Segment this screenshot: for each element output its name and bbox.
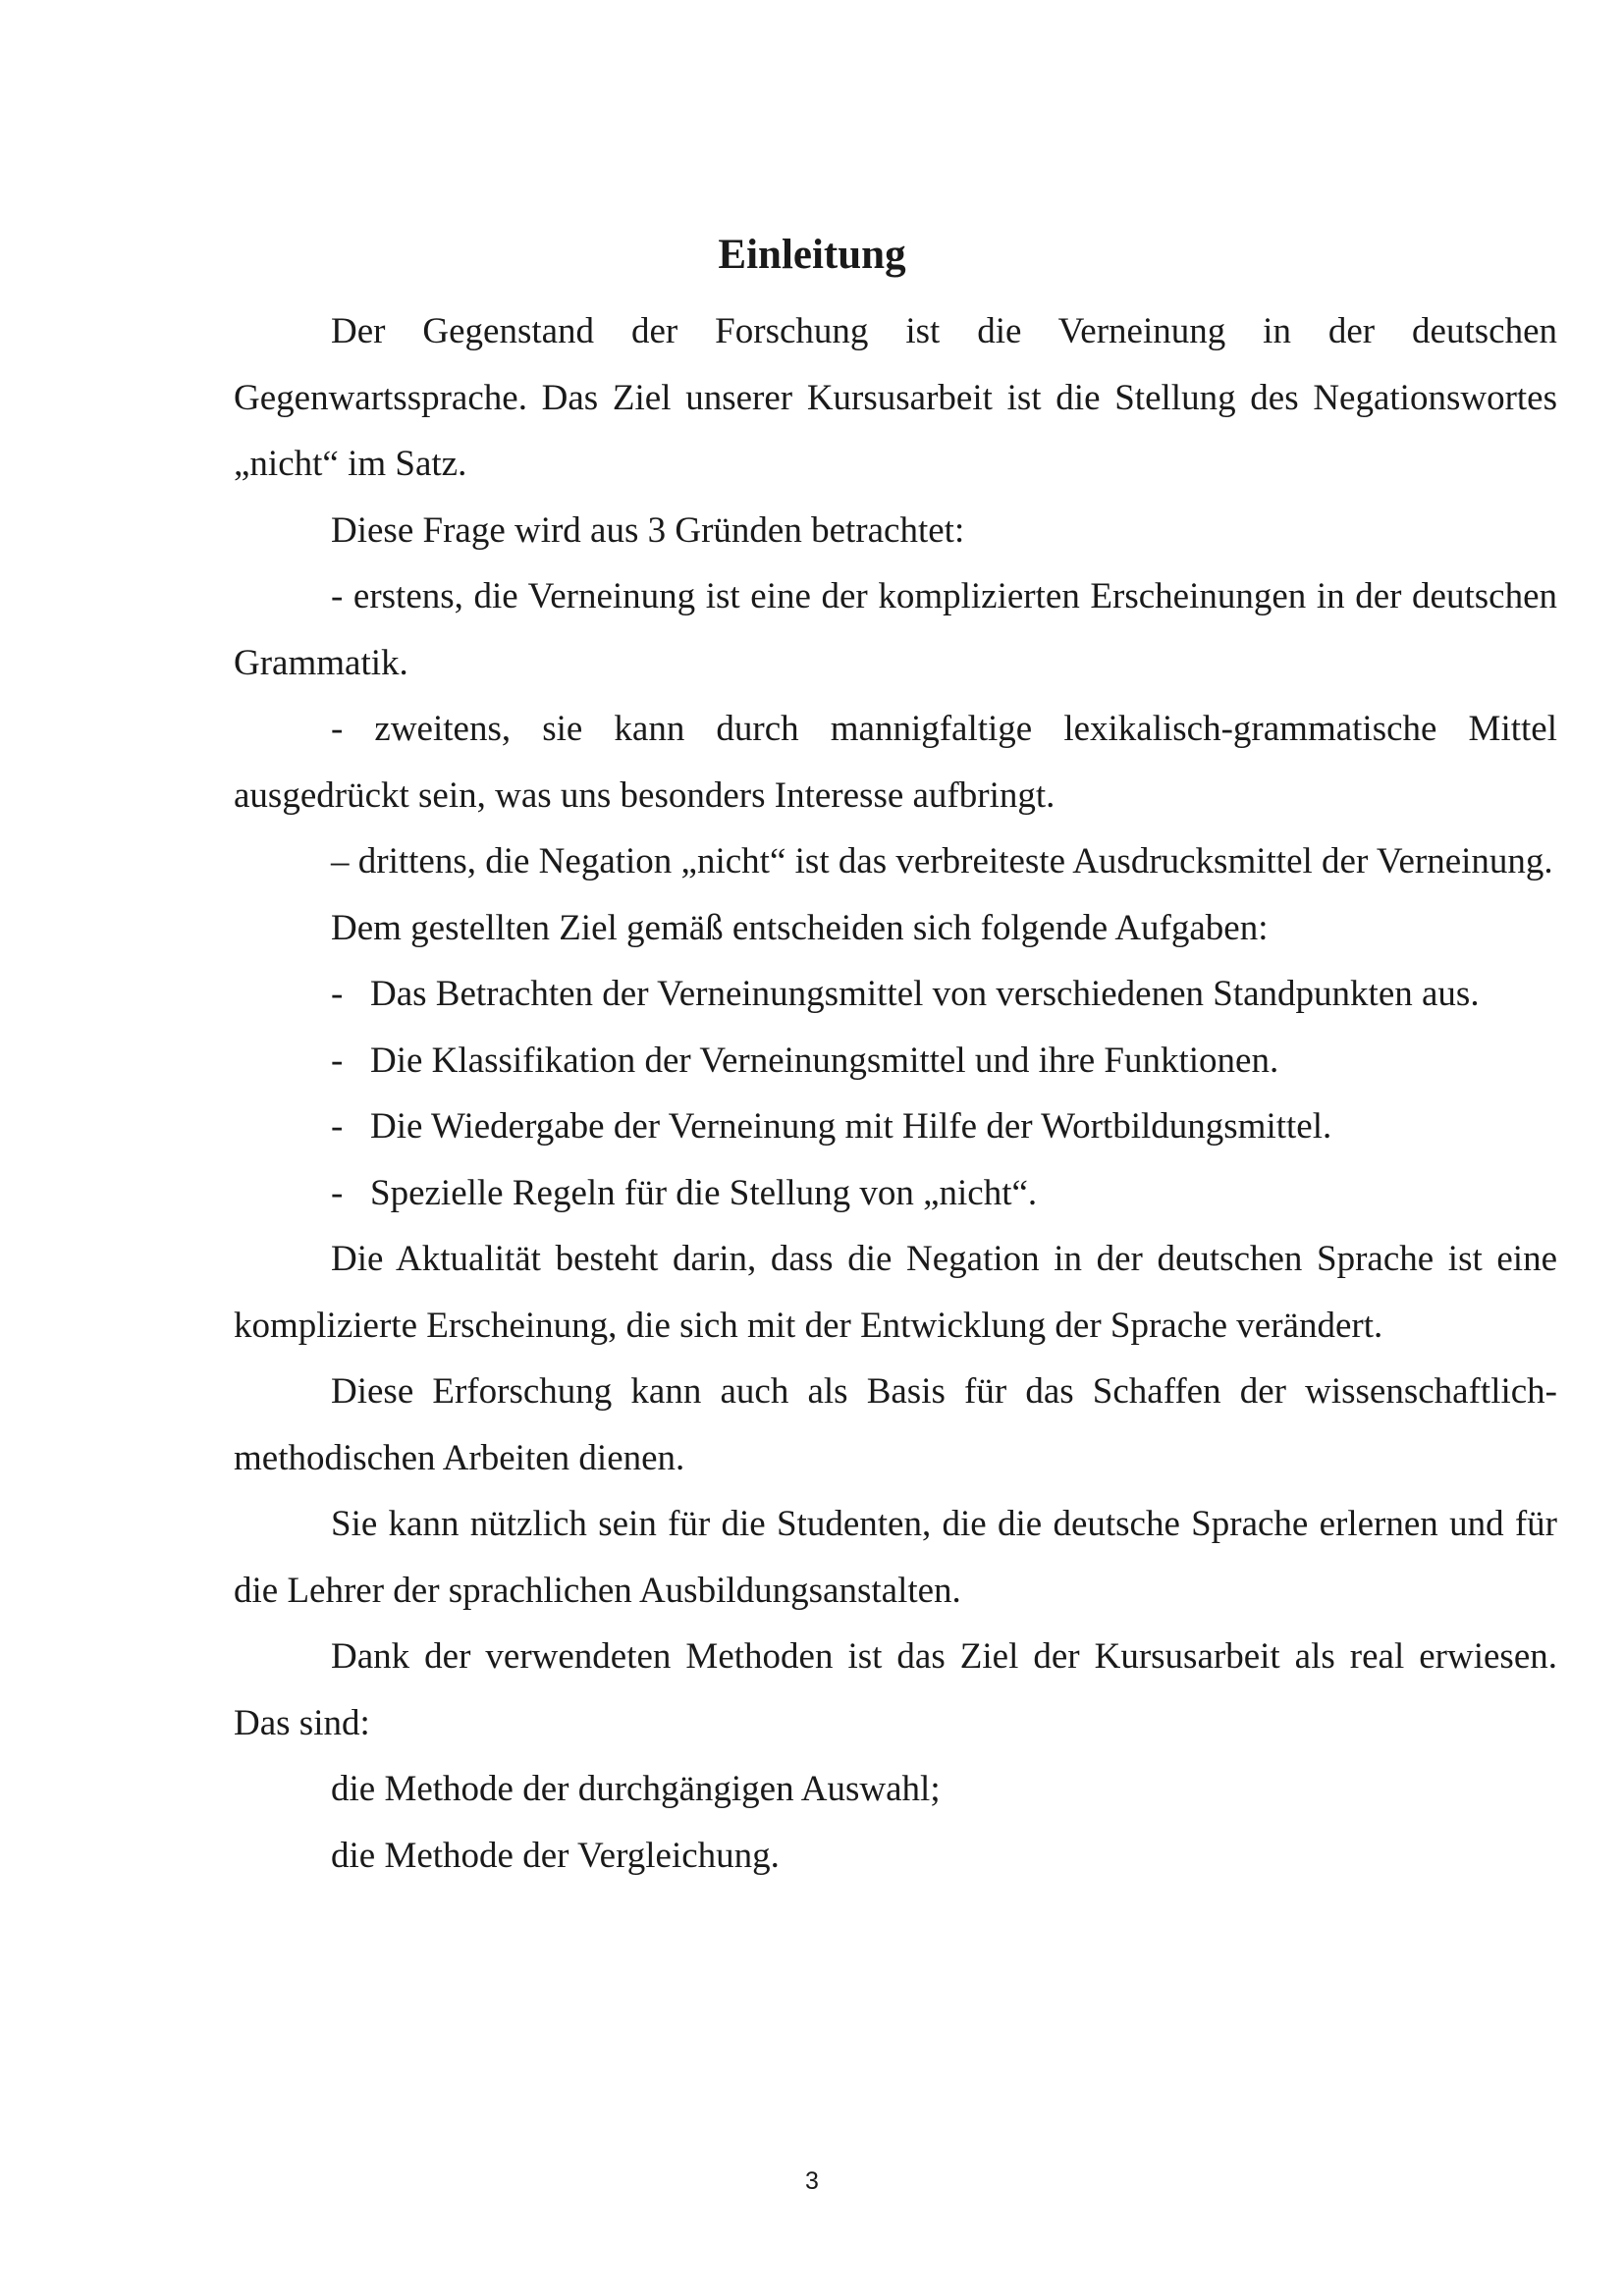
list-dash: -: [331, 974, 344, 1014]
paragraph-tasks-intro: Dem gestellten Ziel gemäß entscheiden sich folgende Aufgaben:: [331, 907, 1269, 948]
paragraph-relevance: Die Aktualität besteht darin, dass die Negation in der deutschen Sprache ist eine komplizierte Erscheinung, die sich mit der Entwicklung der Sprache verändert.: [234, 1239, 1557, 1346]
task-list-item: [234, 1028, 1557, 1095]
list-dash: -: [331, 1172, 344, 1213]
paragraph-reason-first: - erstens, die Verneinung ist eine der komplizierten Erscheinungen in der deutschen Grammatik.: [234, 576, 1557, 683]
task-list-item: [234, 1160, 1557, 1227]
task-text: Die Klassifikation der Verneinungsmittel und ihre Funktionen.: [370, 1040, 1279, 1081]
task-text: Die Wiedergabe der Verneinung mit Hilfe der Wortbildungsmittel.: [370, 1106, 1332, 1147]
list-dash: -: [331, 1040, 344, 1081]
paragraph-basis: Diese Erforschung kann auch als Basis für das Schaffen der wissenschaftlich-methodischen Arbeiten dienen.: [234, 1371, 1557, 1478]
paragraph-usefulness: Sie kann nützlich sein für die Studenten, die die deutsche Sprache erlernen und für die Lehrer der sprachlichen Ausbildungsanstalten.: [234, 1504, 1557, 1611]
task-text: Spezielle Regeln für die Stellung von „nicht“.: [370, 1172, 1038, 1213]
task-text: Das Betrachten der Verneinungsmittel von verschiedenen Standpunkten aus.: [370, 974, 1480, 1014]
paragraph-subject: Der Gegenstand der Forschung ist die Verneinung in der deutschen Gegenwartssprache. Das Ziel unserer Kursusarbeit ist die Stellung des Negationswortes „nicht“ im Satz.: [234, 311, 1557, 484]
method-item: die Methode der Vergleichung.: [331, 1835, 780, 1876]
page-title: Einleitung: [718, 232, 906, 278]
task-list-item: [234, 961, 1557, 1028]
document-body: [234, 298, 1557, 1889]
list-dash: -: [331, 1106, 344, 1147]
paragraph-reason-second: - zweitens, sie kann durch mannigfaltige lexikalisch-grammatische Mittel ausgedrückt sein, was uns besonders Interesse aufbringt.: [234, 709, 1557, 816]
paragraph-methods-intro: Dank der verwendeten Methoden ist das Ziel der Kursusarbeit als real erwiesen. Das sind:: [234, 1636, 1557, 1743]
paragraph-reasons-intro: Diese Frage wird aus 3 Gründen betrachtet:: [331, 509, 965, 551]
page-number: 3: [805, 2167, 819, 2195]
paragraph-reason-third: – drittens, die Negation „nicht“ ist das verbreiteste Ausdrucksmittel der Verneinung.: [331, 841, 1553, 881]
task-list-item: [234, 1094, 1557, 1160]
method-item: die Methode der durchgängigen Auswahl;: [331, 1769, 941, 1809]
